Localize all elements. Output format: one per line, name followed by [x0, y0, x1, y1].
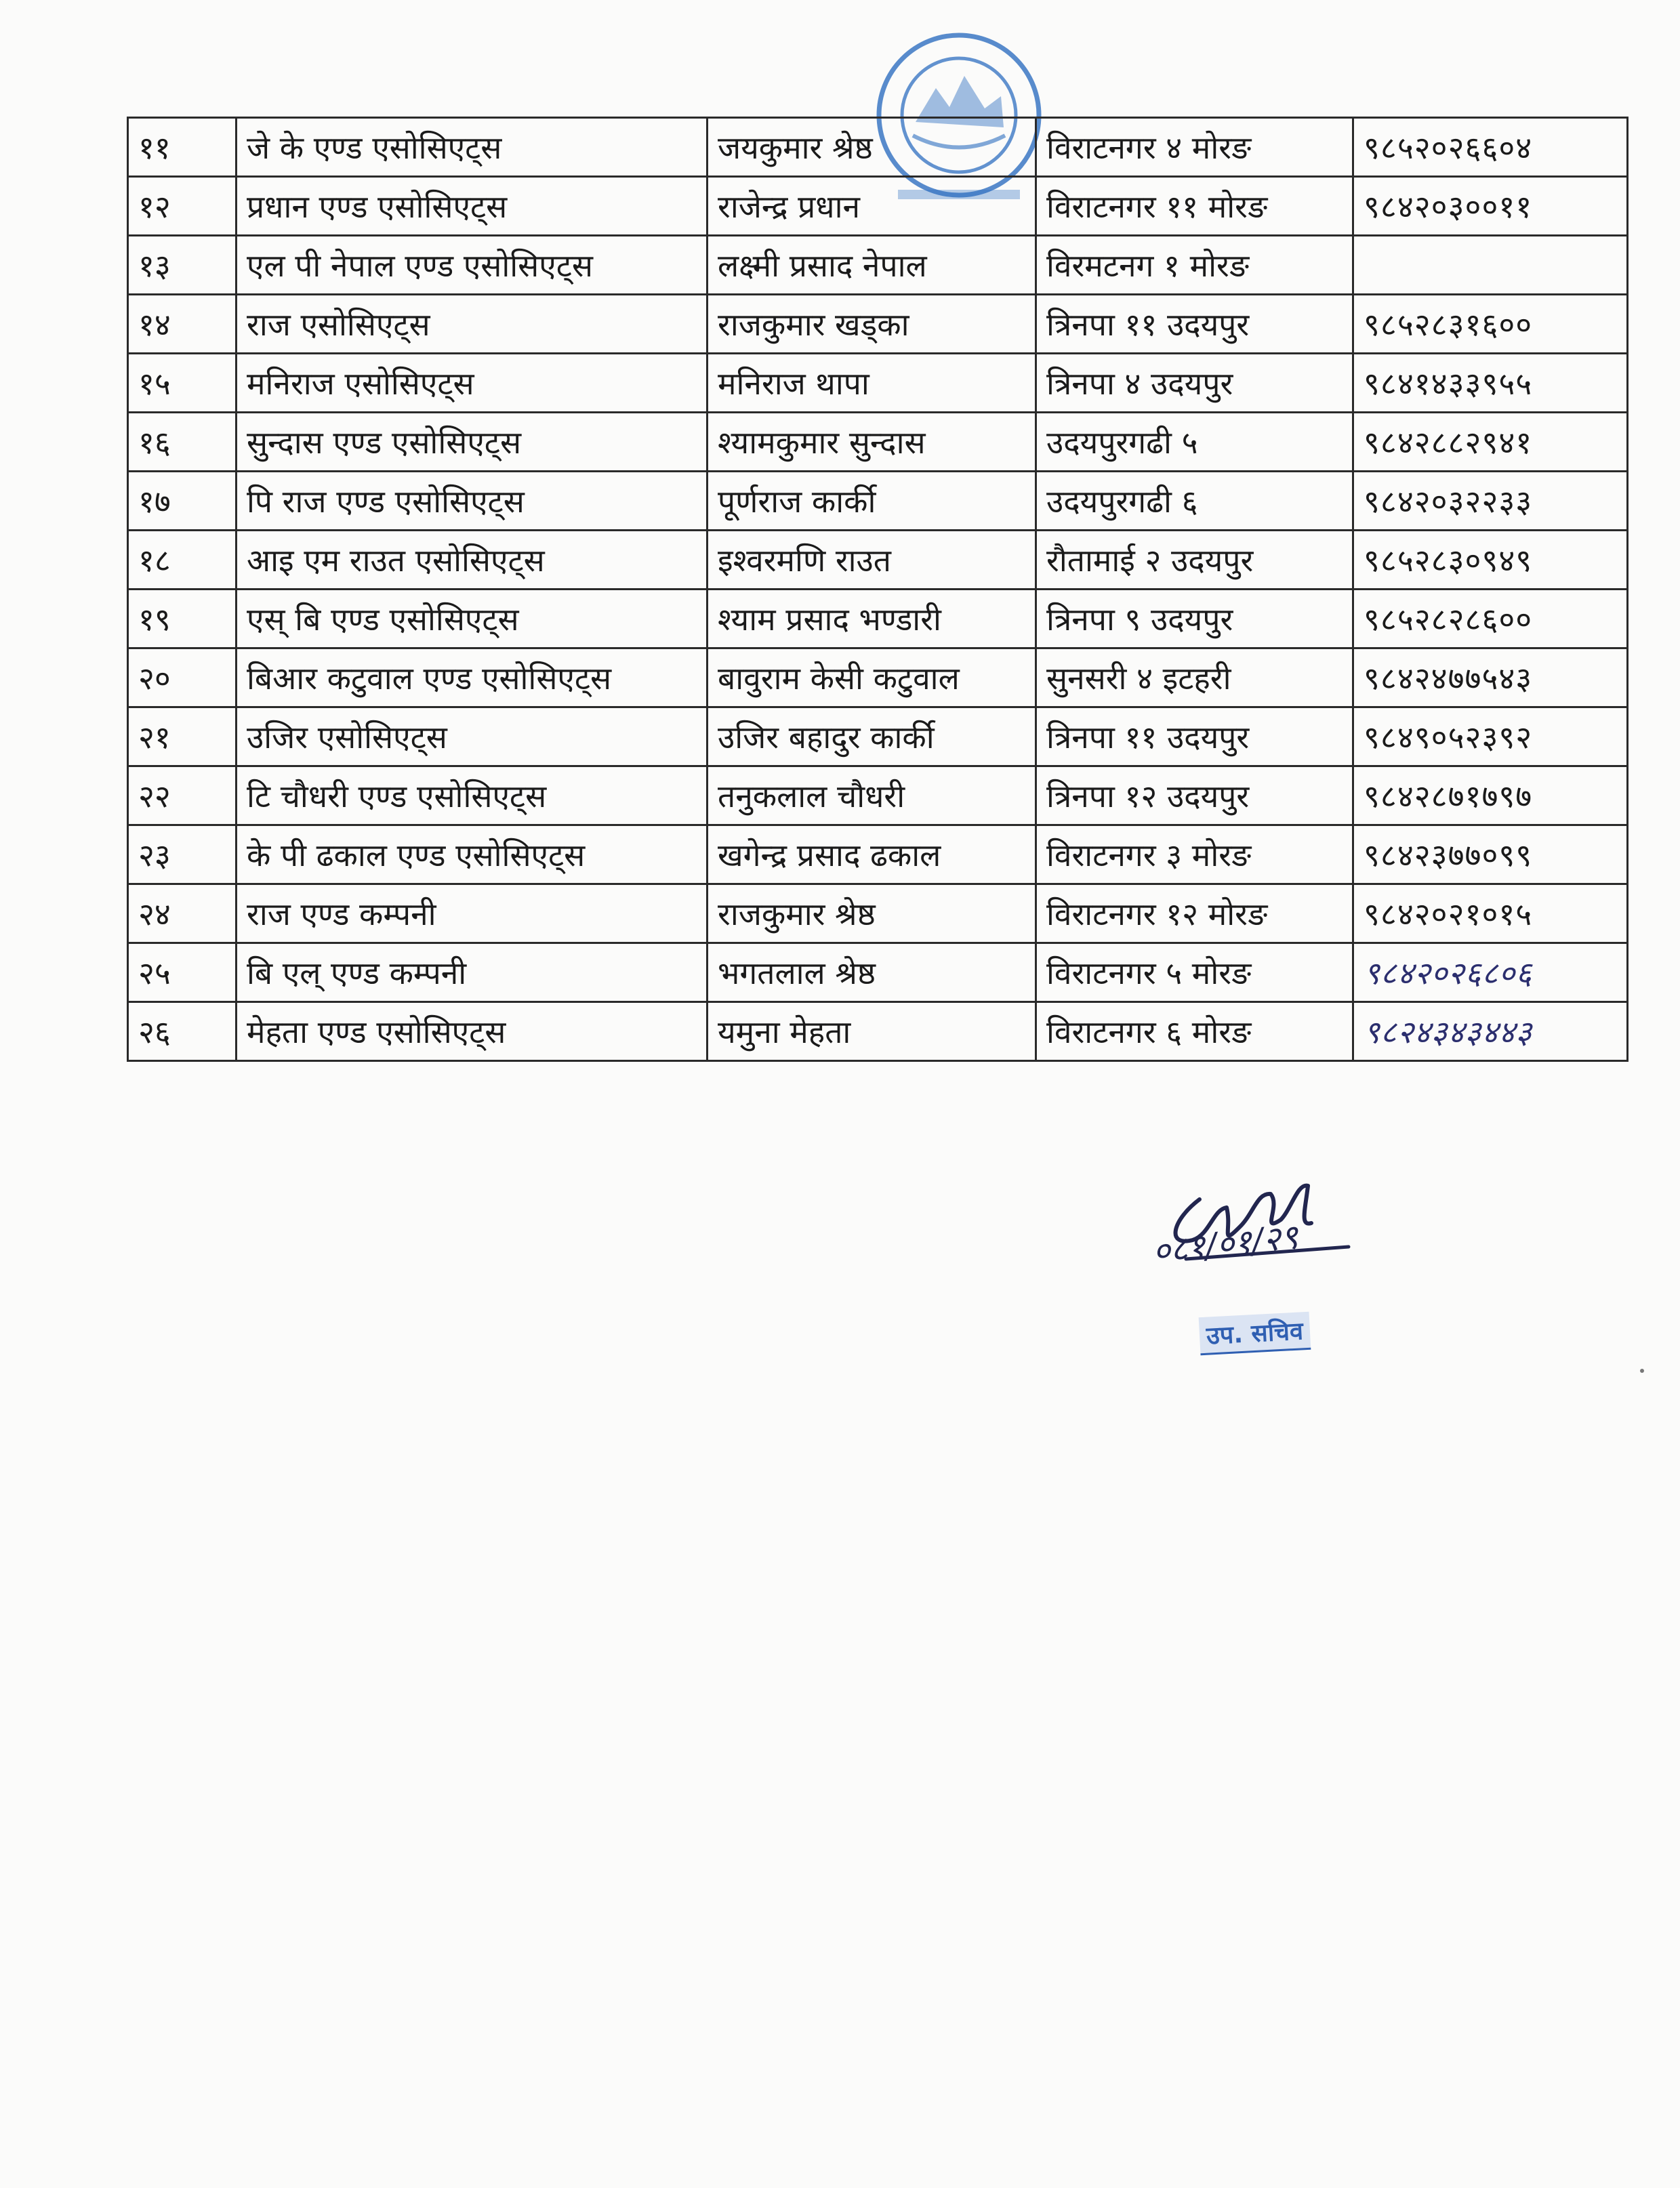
table-row: [128, 648, 1628, 707]
serial-number-cell: १५: [128, 354, 237, 413]
owner-name-cell: लक्ष्मी प्रसाद नेपाल: [708, 236, 1036, 295]
table-row: [128, 413, 1628, 472]
address-cell: विराटनगर ६ मोरङ: [1036, 1002, 1353, 1061]
phone-cell: ९८४२०३००११: [1353, 177, 1628, 236]
address-cell: त्रिनपा ४ उदयपुर: [1036, 354, 1353, 413]
table-row: [128, 531, 1628, 590]
consultant-list-table: [127, 117, 1628, 1062]
phone-cell: ९८४२८८२९४१: [1353, 413, 1628, 472]
phone-cell: ९८४२८७१७९७: [1353, 766, 1628, 825]
serial-number-cell: २१: [128, 707, 237, 766]
owner-name-cell: खगेन्द्र प्रसाद ढकाल: [708, 825, 1036, 884]
table-row: [128, 354, 1628, 413]
address-cell: विरमटनग १ मोरङ: [1036, 236, 1353, 295]
owner-name-cell: राजकुमार श्रेष्ठ: [708, 884, 1036, 943]
firm-name-cell: राज एण्ड कम्पनी: [237, 884, 708, 943]
phone-cell: ९८४२३७७०९९: [1353, 825, 1628, 884]
firm-name-cell: मेहता एण्ड एसोसिएट्स: [237, 1002, 708, 1061]
address-cell: विराटनगर ५ मोरङ: [1036, 943, 1353, 1002]
serial-number-cell: २६: [128, 1002, 237, 1061]
address-cell: त्रिनपा ११ उदयपुर: [1036, 707, 1353, 766]
phone-cell: ९८४२४७७५४३: [1353, 648, 1628, 707]
firm-name-cell: सुन्दास एण्ड एसोसिएट्स: [237, 413, 708, 472]
serial-number-cell: १३: [128, 236, 237, 295]
owner-name-cell: भगतलाल श्रेष्ठ: [708, 943, 1036, 1002]
table-row: [128, 118, 1628, 177]
address-cell: विराटनगर ३ मोरङ: [1036, 825, 1353, 884]
phone-cell: ९८५२८२८६००: [1353, 590, 1628, 648]
address-cell: उदयपुरगढी ६: [1036, 472, 1353, 531]
firm-name-cell: उजिर एसोसिएट्स: [237, 707, 708, 766]
table-row: [128, 1002, 1628, 1061]
firm-name-cell: पि राज एण्ड एसोसिएट्स: [237, 472, 708, 531]
owner-name-cell: जयकुमार श्रेष्ठ: [708, 118, 1036, 177]
serial-number-cell: १४: [128, 295, 237, 354]
phone-cell: ९८५२०२६६०४: [1353, 118, 1628, 177]
table-row: [128, 766, 1628, 825]
firm-name-cell: एल पी नेपाल एण्ड एसोसिएट्स: [237, 236, 708, 295]
table-row: [128, 177, 1628, 236]
address-cell: रौतामाई २ उदयपुर: [1036, 531, 1353, 590]
owner-name-cell: इश्वरमणि राउत: [708, 531, 1036, 590]
serial-number-cell: २०: [128, 648, 237, 707]
signature-date: ०८१/०१/२९: [1150, 1216, 1300, 1272]
address-cell: विराटनगर ११ मोरङ: [1036, 177, 1353, 236]
owner-name-cell: उजिर बहादुर कार्की: [708, 707, 1036, 766]
owner-name-cell: राजेन्द्र प्रधान: [708, 177, 1036, 236]
owner-name-cell: श्यामकुमार सुन्दास: [708, 413, 1036, 472]
address-cell: विराटनगर ४ मोरङ: [1036, 118, 1353, 177]
serial-number-cell: १६: [128, 413, 237, 472]
phone-cell: ९८५२८३१६००: [1353, 295, 1628, 354]
firm-name-cell: टि चौधरी एण्ड एसोसिएट्स: [237, 766, 708, 825]
serial-number-cell: २२: [128, 766, 237, 825]
owner-name-cell: राजकुमार खड्का: [708, 295, 1036, 354]
phone-cell: ९८५२८३०९४९: [1353, 531, 1628, 590]
phone-cell: [1353, 236, 1628, 295]
firm-name-cell: मनिराज एसोसिएट्स: [237, 354, 708, 413]
serial-number-cell: १९: [128, 590, 237, 648]
serial-number-cell: २३: [128, 825, 237, 884]
table-row: [128, 825, 1628, 884]
owner-name-cell: बावुराम केसी कटुवाल: [708, 648, 1036, 707]
table-row: [128, 472, 1628, 531]
table-row: [128, 295, 1628, 354]
serial-number-cell: ११: [128, 118, 237, 177]
serial-number-cell: २५: [128, 943, 237, 1002]
firm-name-cell: राज एसोसिएट्स: [237, 295, 708, 354]
firm-name-cell: आइ एम राउत एसोसिएट्स: [237, 531, 708, 590]
phone-cell: ९८४२०३२२३३: [1353, 472, 1628, 531]
firm-name-cell: बि एल् एण्ड कम्पनी: [237, 943, 708, 1002]
designation-stamp: उप. सचिव: [1199, 1312, 1311, 1355]
table-row: [128, 590, 1628, 648]
phone-cell: ९८४२०२१०१५: [1353, 884, 1628, 943]
address-cell: त्रिनपा ९ उदयपुर: [1036, 590, 1353, 648]
owner-name-cell: यमुना मेहता: [708, 1002, 1036, 1061]
firm-name-cell: जे के एण्ड एसोसिएट्स: [237, 118, 708, 177]
scan-speck: [1640, 1369, 1644, 1373]
serial-number-cell: २४: [128, 884, 237, 943]
phone-cell: ९८४९०५२३९२: [1353, 707, 1628, 766]
table-row: [128, 884, 1628, 943]
owner-name-cell: पूर्णराज कार्की: [708, 472, 1036, 531]
table-row: [128, 943, 1628, 1002]
table-row: [128, 707, 1628, 766]
address-cell: सुनसरी ४ इटहरी: [1036, 648, 1353, 707]
owner-name-cell: मनिराज थापा: [708, 354, 1036, 413]
address-cell: त्रिनपा ११ उदयपुर: [1036, 295, 1353, 354]
firm-name-cell: प्रधान एण्ड एसोसिएट्स: [237, 177, 708, 236]
serial-number-cell: १८: [128, 531, 237, 590]
phone-cell: ९८४१४३३९५५: [1353, 354, 1628, 413]
owner-name-cell: श्याम प्रसाद भण्डारी: [708, 590, 1036, 648]
owner-name-cell: तनुकलाल चौधरी: [708, 766, 1036, 825]
phone-cell: ९८४२०२६८०६: [1353, 943, 1628, 1002]
address-cell: त्रिनपा १२ उदयपुर: [1036, 766, 1353, 825]
address-cell: उदयपुरगढी ५: [1036, 413, 1353, 472]
serial-number-cell: १७: [128, 472, 237, 531]
serial-number-cell: १२: [128, 177, 237, 236]
firm-name-cell: बिआर कटुवाल एण्ड एसोसिएट्स: [237, 648, 708, 707]
phone-cell: ९८२४३४३४४३: [1353, 1002, 1628, 1061]
table-row: [128, 236, 1628, 295]
address-cell: विराटनगर १२ मोरङ: [1036, 884, 1353, 943]
firm-name-cell: के पी ढकाल एण्ड एसोसिएट्स: [237, 825, 708, 884]
firm-name-cell: एस् बि एण्ड एसोसिएट्स: [237, 590, 708, 648]
